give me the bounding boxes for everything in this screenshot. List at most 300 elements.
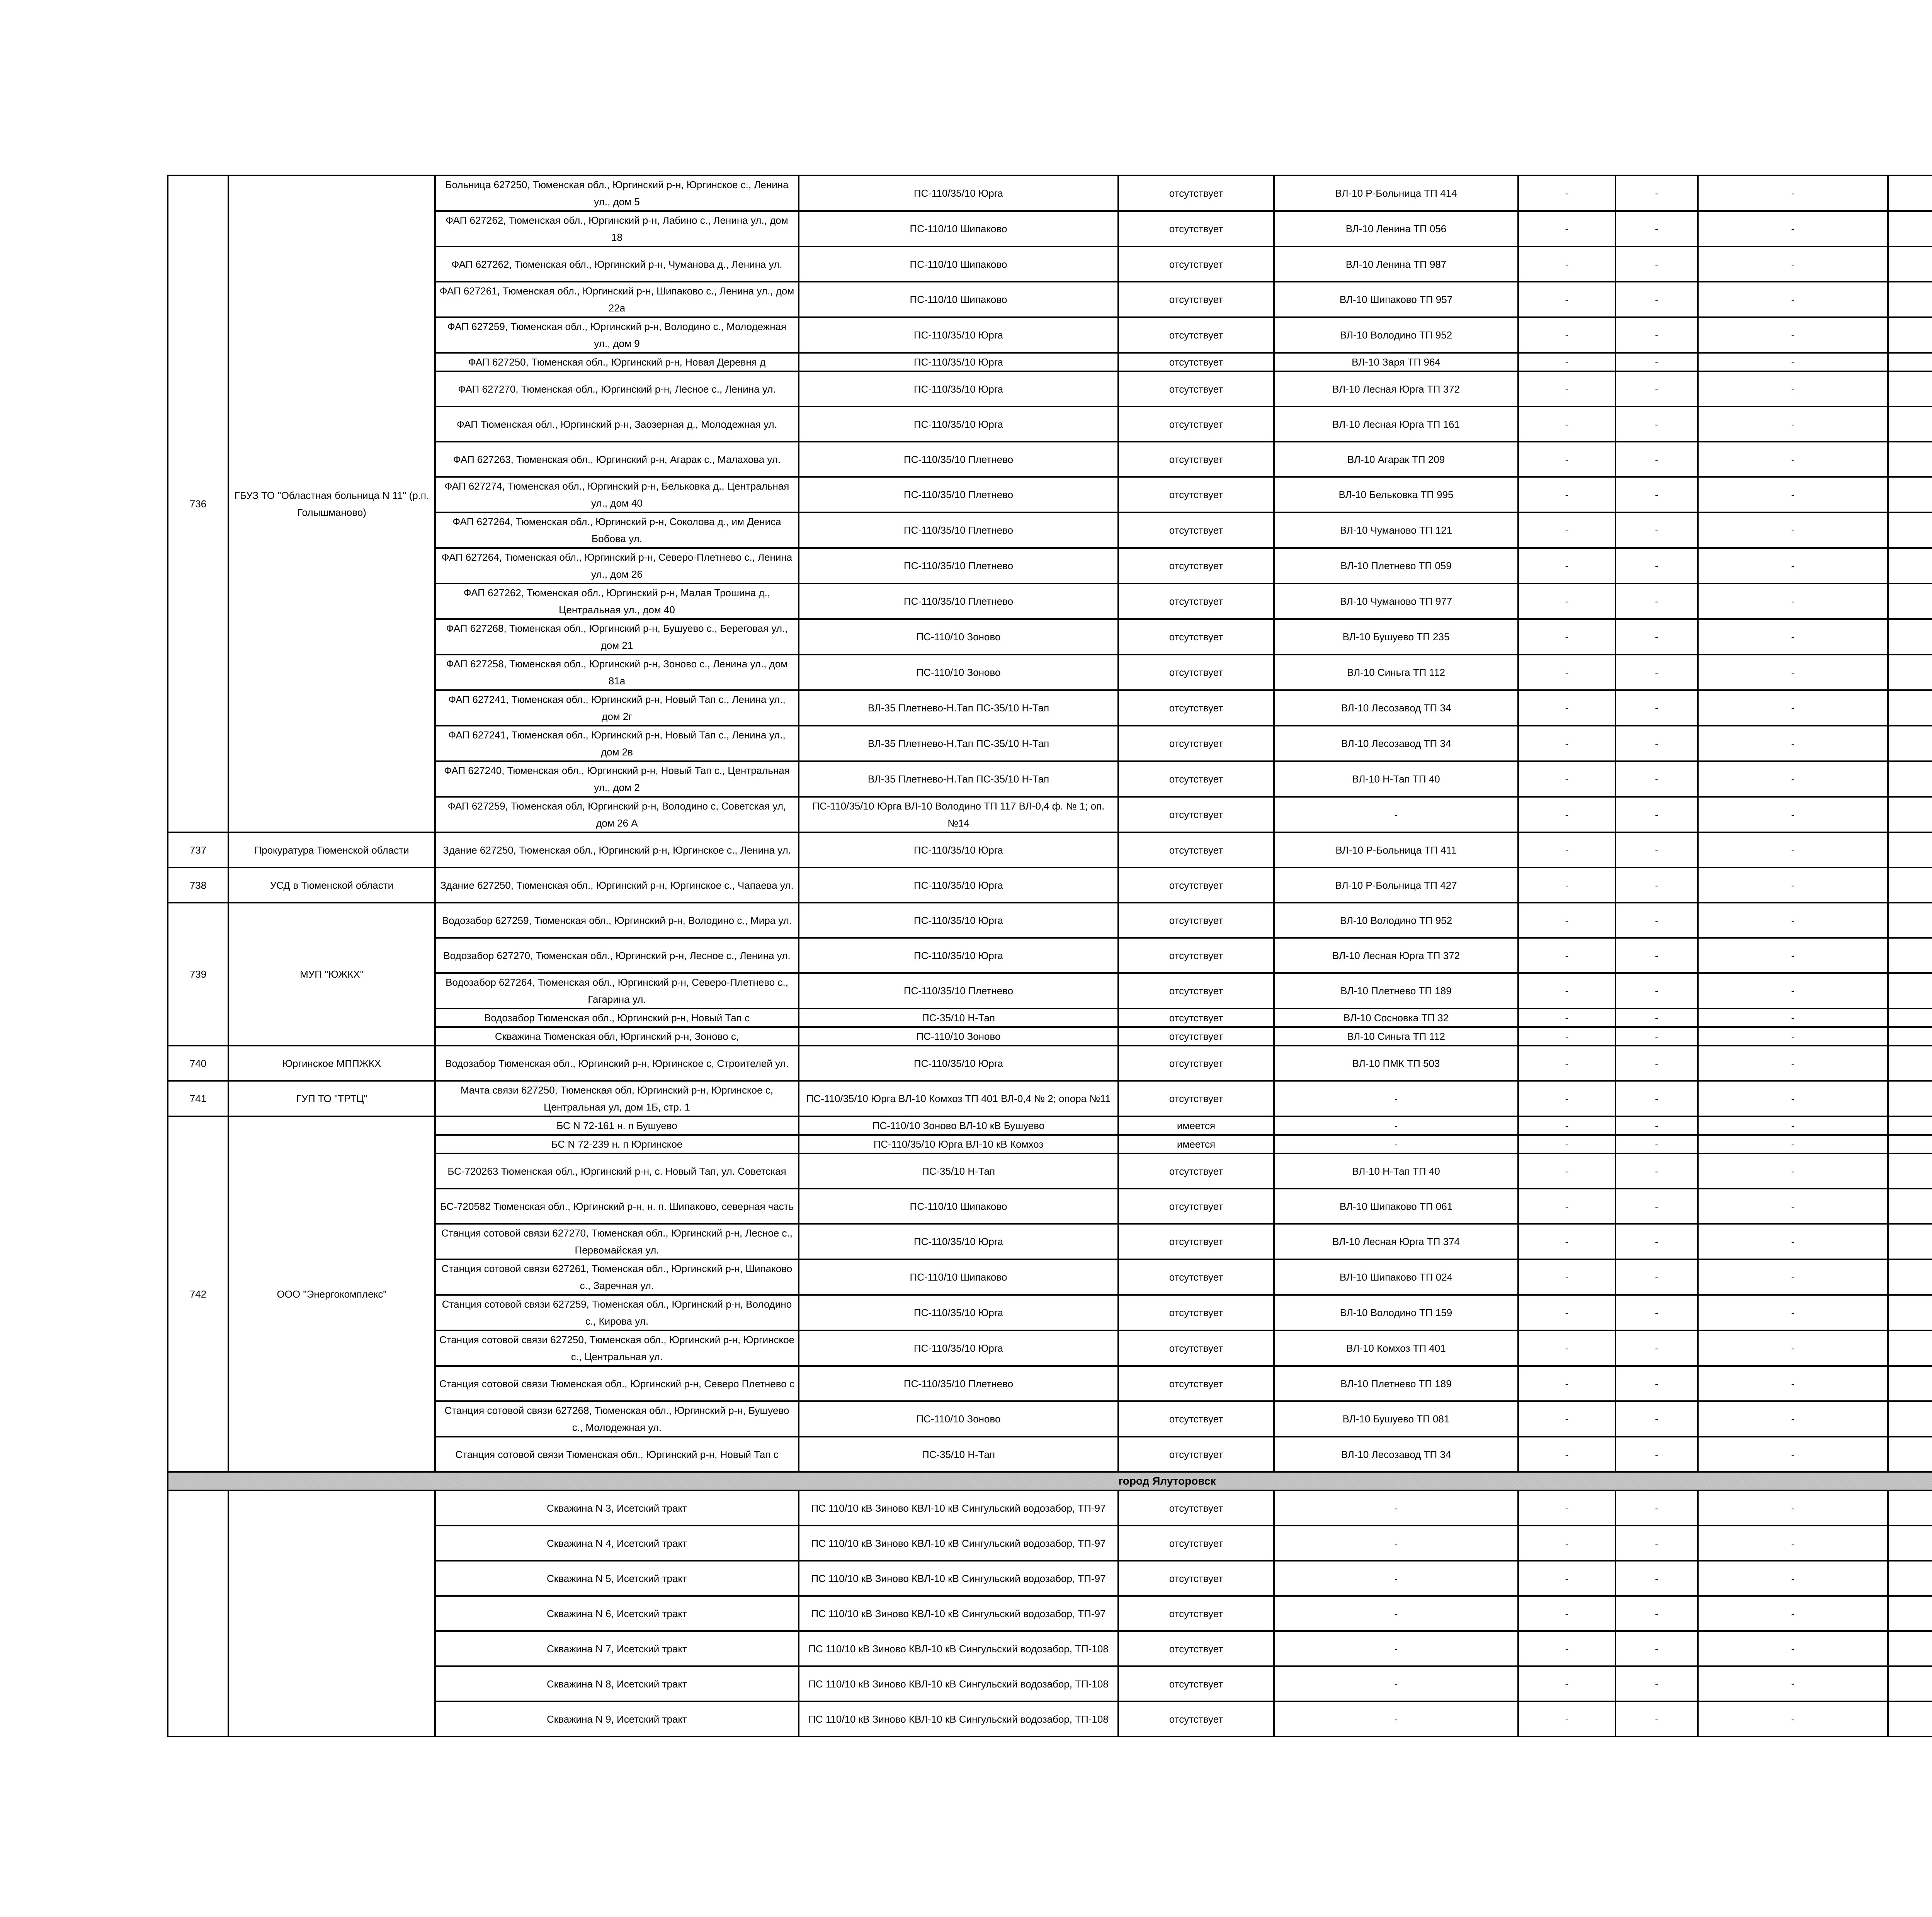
substation-cell: ПС-110/35/10 Юрга xyxy=(799,903,1118,938)
value-cell-1: - xyxy=(1518,548,1616,583)
value-cell-4 xyxy=(1888,655,1932,690)
line-cell: - xyxy=(1274,1631,1518,1666)
value-cell-4 xyxy=(1888,1330,1932,1366)
object-cell: Скважина N 6, Исетский тракт xyxy=(435,1596,799,1631)
object-cell: Станция сотовой связи 627270, Тюменская обл., Юргинский р-н, Лесное с., Первомайская ул. xyxy=(435,1224,799,1259)
object-cell: Мачта связи 627250, Тюменская обл, Юргинский р-н, Юргинское с, Центральная ул, дом 1Б, стр. 1 xyxy=(435,1081,799,1116)
substation-cell: ПС-110/35/10 Плетнево xyxy=(799,1366,1118,1401)
reserve-cell: отсутствует xyxy=(1118,1027,1274,1046)
reserve-cell: отсутствует xyxy=(1118,1295,1274,1330)
value-cell-3: - xyxy=(1698,1027,1888,1046)
value-cell-2: - xyxy=(1616,1561,1698,1596)
value-cell-1: - xyxy=(1518,1596,1616,1631)
group-number-cell xyxy=(168,1490,228,1737)
value-cell-2: - xyxy=(1616,619,1698,655)
value-cell-2: - xyxy=(1616,247,1698,282)
value-cell-3: - xyxy=(1698,282,1888,317)
value-cell-2: - xyxy=(1616,512,1698,548)
line-cell: ВЛ-10 Р-Больница ТП 427 xyxy=(1274,867,1518,903)
value-cell-3: - xyxy=(1698,1701,1888,1737)
reserve-cell: отсутствует xyxy=(1118,938,1274,973)
value-cell-2: - xyxy=(1616,903,1698,938)
value-cell-2: - xyxy=(1616,726,1698,761)
value-cell-3: - xyxy=(1698,726,1888,761)
line-cell: - xyxy=(1274,797,1518,832)
substation-cell: ПС-110/35/10 Юрга xyxy=(799,1046,1118,1081)
group-number-cell: 739 xyxy=(168,903,228,1046)
object-cell: Скважина N 5, Исетский тракт xyxy=(435,1561,799,1596)
object-cell: Скважина N 8, Исетский тракт xyxy=(435,1666,799,1701)
value-cell-3: - xyxy=(1698,1153,1888,1189)
value-cell-4 xyxy=(1888,1116,1932,1135)
value-cell-4 xyxy=(1888,548,1932,583)
value-cell-3: - xyxy=(1698,1135,1888,1153)
substation-cell: ПС-35/10 Н-Тап xyxy=(799,1437,1118,1472)
line-cell: ВЛ-10 Ленина ТП 987 xyxy=(1274,247,1518,282)
reserve-cell: отсутствует xyxy=(1118,1330,1274,1366)
substation-cell: ПС 110/10 кВ Зиново КВЛ-10 кВ Сингульский водозабор, ТП-108 xyxy=(799,1701,1118,1737)
value-cell-3: - xyxy=(1698,1631,1888,1666)
object-cell: Скважина Тюменская обл, Юргинский р-н, Зоново с, xyxy=(435,1027,799,1046)
reserve-cell: отсутствует xyxy=(1118,407,1274,442)
line-cell: - xyxy=(1274,1561,1518,1596)
object-cell: ФАП 627241, Тюменская обл., Юргинский р-н, Новый Тап с., Ленина ул., дом 2г xyxy=(435,690,799,726)
value-cell-1: - xyxy=(1518,1701,1616,1737)
section-title: город Ялуторовск xyxy=(168,1472,1932,1490)
object-cell: Станция сотовой связи 627261, Тюменская обл., Юргинский р-н, Шипаково с., Заречная ул. xyxy=(435,1259,799,1295)
organization-cell: Прокуратура Тюменской области xyxy=(228,832,435,867)
value-cell-4 xyxy=(1888,1259,1932,1295)
value-cell-1: - xyxy=(1518,1153,1616,1189)
value-cell-2: - xyxy=(1616,1116,1698,1135)
line-cell: - xyxy=(1274,1526,1518,1561)
organization-cell: УСД в Тюменской области xyxy=(228,867,435,903)
value-cell-1: - xyxy=(1518,973,1616,1009)
table-row xyxy=(168,1490,1932,1526)
value-cell-4 xyxy=(1888,1666,1932,1701)
value-cell-4 xyxy=(1888,1027,1932,1046)
value-cell-3: - xyxy=(1698,1401,1888,1437)
value-cell-4 xyxy=(1888,1490,1932,1526)
object-cell: БС-720582 Тюменская обл., Юргинский р-н, н. п. Шипаково, северная часть xyxy=(435,1189,799,1224)
reserve-cell: отсутствует xyxy=(1118,1189,1274,1224)
substation-cell: ПС-110/35/10 Юрга xyxy=(799,353,1118,371)
value-cell-2: - xyxy=(1616,1401,1698,1437)
value-cell-4 xyxy=(1888,690,1932,726)
organization-cell xyxy=(228,1490,435,1737)
value-cell-2: - xyxy=(1616,832,1698,867)
value-cell-1: - xyxy=(1518,903,1616,938)
group-number-cell: 740 xyxy=(168,1046,228,1081)
line-cell: - xyxy=(1274,1135,1518,1153)
line-cell: ВЛ-10 Агарак ТП 209 xyxy=(1274,442,1518,477)
reserve-cell: отсутствует xyxy=(1118,619,1274,655)
line-cell: ВЛ-10 Заря ТП 964 xyxy=(1274,353,1518,371)
value-cell-1: - xyxy=(1518,797,1616,832)
reserve-cell: отсутствует xyxy=(1118,1046,1274,1081)
substation-cell: ПС-110/10 Зоново xyxy=(799,1401,1118,1437)
substation-cell: ПС-110/35/10 Юрга xyxy=(799,867,1118,903)
reserve-cell: отсутствует xyxy=(1118,1561,1274,1596)
object-cell: ФАП 627270, Тюменская обл., Юргинский р-н, Лесное с., Ленина ул. xyxy=(435,371,799,407)
value-cell-1: - xyxy=(1518,317,1616,353)
value-cell-1: - xyxy=(1518,1561,1616,1596)
value-cell-4 xyxy=(1888,1366,1932,1401)
reserve-cell: отсутствует xyxy=(1118,317,1274,353)
reserve-cell: отсутствует xyxy=(1118,867,1274,903)
value-cell-4 xyxy=(1888,583,1932,619)
object-cell: ФАП 627262, Тюменская обл., Юргинский р-н, Малая Трошина д., Центральная ул., дом 40 xyxy=(435,583,799,619)
line-cell: ВЛ-10 Лесная Юрга ТП 374 xyxy=(1274,1224,1518,1259)
value-cell-1: - xyxy=(1518,1009,1616,1027)
substation-cell: ВЛ-35 Плетнево-Н.Тап ПС-35/10 Н-Тап xyxy=(799,690,1118,726)
value-cell-2: - xyxy=(1616,442,1698,477)
value-cell-4 xyxy=(1888,1046,1932,1081)
object-cell: Больница 627250, Тюменская обл., Юргинский р-н, Юргинское с., Ленина ул., дом 5 xyxy=(435,175,799,211)
substation-cell: ПС 110/10 кВ Зиново КВЛ-10 кВ Сингульский водозабор, ТП-108 xyxy=(799,1631,1118,1666)
line-cell: ВЛ-10 Лесная Юрга ТП 372 xyxy=(1274,938,1518,973)
value-cell-4 xyxy=(1888,619,1932,655)
value-cell-2: - xyxy=(1616,1330,1698,1366)
object-cell: Скважина N 9, Исетский тракт xyxy=(435,1701,799,1737)
table-row xyxy=(168,175,1932,211)
value-cell-3: - xyxy=(1698,867,1888,903)
line-cell: ВЛ-10 Лесная Юрга ТП 372 xyxy=(1274,371,1518,407)
line-cell: ВЛ-10 Синьга ТП 112 xyxy=(1274,655,1518,690)
substation-cell: ПС-110/35/10 Юрга xyxy=(799,1295,1118,1330)
value-cell-4 xyxy=(1888,973,1932,1009)
value-cell-1: - xyxy=(1518,619,1616,655)
substation-cell: ПС-110/35/10 Плетнево xyxy=(799,512,1118,548)
reserve-cell: имеется xyxy=(1118,1116,1274,1135)
group-number-cell: 738 xyxy=(168,867,228,903)
value-cell-4 xyxy=(1888,832,1932,867)
value-cell-3: - xyxy=(1698,1666,1888,1701)
value-cell-4 xyxy=(1888,1009,1932,1027)
value-cell-1: - xyxy=(1518,1295,1616,1330)
value-cell-1: - xyxy=(1518,1631,1616,1666)
object-cell: Водозабор 627259, Тюменская обл., Юргинский р-н, Володино с., Мира ул. xyxy=(435,903,799,938)
table-row xyxy=(168,1081,1932,1116)
value-cell-2: - xyxy=(1616,583,1698,619)
value-cell-4 xyxy=(1888,1135,1932,1153)
object-cell: Скважина N 4, Исетский тракт xyxy=(435,1526,799,1561)
table-row xyxy=(168,1116,1932,1135)
table-row xyxy=(168,832,1932,867)
value-cell-4 xyxy=(1888,211,1932,247)
reserve-cell: отсутствует xyxy=(1118,175,1274,211)
value-cell-3: - xyxy=(1698,1046,1888,1081)
reserve-cell: отсутствует xyxy=(1118,1366,1274,1401)
value-cell-3: - xyxy=(1698,1189,1888,1224)
value-cell-2: - xyxy=(1616,1259,1698,1295)
value-cell-4 xyxy=(1888,353,1932,371)
line-cell: ВЛ-10 Н-Тап ТП 40 xyxy=(1274,1153,1518,1189)
organization-cell: Юргинское МППЖКХ xyxy=(228,1046,435,1081)
value-cell-4 xyxy=(1888,512,1932,548)
object-cell: БС N 72-239 н. п Юргинское xyxy=(435,1135,799,1153)
object-cell: ФАП 627259, Тюменская обл, Юргинский р-н, Володино с, Советская ул, дом 26 А xyxy=(435,797,799,832)
object-cell: Здание 627250, Тюменская обл., Юргинский р-н, Юргинское с., Чапаева ул. xyxy=(435,867,799,903)
substation-cell: ПС-110/35/10 Юрга ВЛ-10 Комхоз ТП 401 ВЛ-0,4 № 2; опора №11 xyxy=(799,1081,1118,1116)
reserve-cell: отсутствует xyxy=(1118,211,1274,247)
table-row xyxy=(168,867,1932,903)
value-cell-3: - xyxy=(1698,211,1888,247)
value-cell-2: - xyxy=(1616,1046,1698,1081)
value-cell-1: - xyxy=(1518,175,1616,211)
value-cell-4 xyxy=(1888,1437,1932,1472)
object-cell: БС-720263 Тюменская обл., Юргинский р-н, с. Новый Тап, ул. Советская xyxy=(435,1153,799,1189)
value-cell-2: - xyxy=(1616,1009,1698,1027)
value-cell-2: - xyxy=(1616,548,1698,583)
value-cell-3: - xyxy=(1698,1081,1888,1116)
value-cell-1: - xyxy=(1518,1330,1616,1366)
reserve-cell: отсутствует xyxy=(1118,548,1274,583)
value-cell-2: - xyxy=(1616,1081,1698,1116)
value-cell-1: - xyxy=(1518,690,1616,726)
reserve-cell: отсутствует xyxy=(1118,1596,1274,1631)
value-cell-1: - xyxy=(1518,583,1616,619)
value-cell-2: - xyxy=(1616,938,1698,973)
value-cell-1: - xyxy=(1518,726,1616,761)
value-cell-2: - xyxy=(1616,1027,1698,1046)
value-cell-3: - xyxy=(1698,353,1888,371)
value-cell-2: - xyxy=(1616,1526,1698,1561)
value-cell-2: - xyxy=(1616,1295,1698,1330)
value-cell-2: - xyxy=(1616,407,1698,442)
value-cell-1: - xyxy=(1518,867,1616,903)
value-cell-2: - xyxy=(1616,175,1698,211)
value-cell-2: - xyxy=(1616,1437,1698,1472)
reserve-cell: отсутствует xyxy=(1118,1081,1274,1116)
object-cell: Скважина N 7, Исетский тракт xyxy=(435,1631,799,1666)
substation-cell: ПС-110/35/10 Юрга xyxy=(799,371,1118,407)
substation-cell: ПС-110/35/10 Юрга xyxy=(799,407,1118,442)
object-cell: ФАП 627264, Тюменская обл., Юргинский р-н, Северо-Плетнево с., Ленина ул., дом 26 xyxy=(435,548,799,583)
value-cell-2: - xyxy=(1616,1366,1698,1401)
line-cell: ВЛ-10 Бушуево ТП 081 xyxy=(1274,1401,1518,1437)
line-cell: ВЛ-10 Плетнево ТП 059 xyxy=(1274,548,1518,583)
value-cell-3: - xyxy=(1698,797,1888,832)
value-cell-3: - xyxy=(1698,619,1888,655)
value-cell-4 xyxy=(1888,407,1932,442)
reserve-cell: отсутствует xyxy=(1118,1224,1274,1259)
reserve-cell: отсутствует xyxy=(1118,1437,1274,1472)
value-cell-2: - xyxy=(1616,1135,1698,1153)
object-cell: Станция сотовой связи 627259, Тюменская обл., Юргинский р-н, Володино с., Кирова ул. xyxy=(435,1295,799,1330)
substation-cell: ПС-35/10 Н-Тап xyxy=(799,1153,1118,1189)
value-cell-4 xyxy=(1888,175,1932,211)
line-cell: ВЛ-10 Лесная Юрга ТП 161 xyxy=(1274,407,1518,442)
object-cell: ФАП 627241, Тюменская обл., Юргинский р-н, Новый Тап с., Ленина ул., дом 2в xyxy=(435,726,799,761)
value-cell-1: - xyxy=(1518,1366,1616,1401)
line-cell: ВЛ-10 Р-Больница ТП 411 xyxy=(1274,832,1518,867)
line-cell: ВЛ-10 Лесозавод ТП 34 xyxy=(1274,1437,1518,1472)
line-cell: - xyxy=(1274,1596,1518,1631)
value-cell-1: - xyxy=(1518,247,1616,282)
value-cell-2: - xyxy=(1616,797,1698,832)
line-cell: - xyxy=(1274,1081,1518,1116)
value-cell-4 xyxy=(1888,247,1932,282)
substation-cell: ВЛ-35 Плетнево-Н.Тап ПС-35/10 Н-Тап xyxy=(799,726,1118,761)
value-cell-2: - xyxy=(1616,477,1698,512)
reserve-cell: отсутствует xyxy=(1118,655,1274,690)
object-cell: Водозабор 627270, Тюменская обл., Юргинский р-н, Лесное с., Ленина ул. xyxy=(435,938,799,973)
value-cell-4 xyxy=(1888,1401,1932,1437)
value-cell-1: - xyxy=(1518,442,1616,477)
value-cell-3: - xyxy=(1698,477,1888,512)
value-cell-2: - xyxy=(1616,211,1698,247)
value-cell-3: - xyxy=(1698,512,1888,548)
value-cell-1: - xyxy=(1518,211,1616,247)
substation-cell: ПС-110/10 Шипаково xyxy=(799,211,1118,247)
substation-cell: ПС-110/35/10 Плетнево xyxy=(799,548,1118,583)
table-body xyxy=(168,175,1932,1737)
reserve-cell: отсутствует xyxy=(1118,1259,1274,1295)
line-cell: ВЛ-10 Бельковка ТП 995 xyxy=(1274,477,1518,512)
substation-cell: ПС-110/35/10 Юрга xyxy=(799,317,1118,353)
value-cell-3: - xyxy=(1698,938,1888,973)
value-cell-3: - xyxy=(1698,1526,1888,1561)
object-cell: ФАП 627258, Тюменская обл., Юргинский р-н, Зоново с., Ленина ул., дом 81а xyxy=(435,655,799,690)
line-cell: ВЛ-10 Комхоз ТП 401 xyxy=(1274,1330,1518,1366)
value-cell-1: - xyxy=(1518,1224,1616,1259)
reserve-cell: отсутствует xyxy=(1118,371,1274,407)
organization-cell: ГБУЗ ТО "Областная больница N 11" (р.п. Голышманово) xyxy=(228,175,435,832)
value-cell-3: - xyxy=(1698,583,1888,619)
value-cell-3: - xyxy=(1698,832,1888,867)
value-cell-2: - xyxy=(1616,1224,1698,1259)
value-cell-4 xyxy=(1888,282,1932,317)
line-cell: ВЛ-10 Плетнево ТП 189 xyxy=(1274,1366,1518,1401)
substation-cell: ПС-110/35/10 Юрга xyxy=(799,1224,1118,1259)
value-cell-3: - xyxy=(1698,1259,1888,1295)
data-table xyxy=(167,175,1932,1737)
value-cell-4 xyxy=(1888,1153,1932,1189)
substation-cell: ПС-110/10 Зоново xyxy=(799,619,1118,655)
substation-cell: ВЛ-35 Плетнево-Н.Тап ПС-35/10 Н-Тап xyxy=(799,761,1118,797)
value-cell-3: - xyxy=(1698,317,1888,353)
value-cell-4 xyxy=(1888,371,1932,407)
object-cell: ФАП 627259, Тюменская обл., Юргинский р-н, Володино с., Молодежная ул., дом 9 xyxy=(435,317,799,353)
value-cell-3: - xyxy=(1698,442,1888,477)
value-cell-3: - xyxy=(1698,1295,1888,1330)
value-cell-1: - xyxy=(1518,1526,1616,1561)
value-cell-2: - xyxy=(1616,1153,1698,1189)
substation-cell: ПС-110/35/10 Юрга xyxy=(799,1330,1118,1366)
reserve-cell: отсутствует xyxy=(1118,353,1274,371)
line-cell: ВЛ-10 Шипаково ТП 957 xyxy=(1274,282,1518,317)
value-cell-4 xyxy=(1888,1295,1932,1330)
organization-cell: ООО "Энергокомплекс" xyxy=(228,1116,435,1472)
value-cell-4 xyxy=(1888,903,1932,938)
value-cell-1: - xyxy=(1518,1401,1616,1437)
value-cell-3: - xyxy=(1698,1330,1888,1366)
value-cell-1: - xyxy=(1518,371,1616,407)
reserve-cell: отсутствует xyxy=(1118,1153,1274,1189)
line-cell: ВЛ-10 Чуманово ТП 977 xyxy=(1274,583,1518,619)
reserve-cell: отсутствует xyxy=(1118,903,1274,938)
reserve-cell: отсутствует xyxy=(1118,1526,1274,1561)
reserve-cell: отсутствует xyxy=(1118,583,1274,619)
substation-cell: ПС-110/35/10 Плетнево xyxy=(799,442,1118,477)
value-cell-4 xyxy=(1888,1189,1932,1224)
value-cell-2: - xyxy=(1616,761,1698,797)
value-cell-3: - xyxy=(1698,655,1888,690)
value-cell-2: - xyxy=(1616,1631,1698,1666)
object-cell: Станция сотовой связи Тюменская обл., Юргинский р-н, Новый Тап с xyxy=(435,1437,799,1472)
value-cell-2: - xyxy=(1616,371,1698,407)
substation-cell: ПС-110/35/10 Плетнево xyxy=(799,583,1118,619)
substation-cell: ПС-110/10 Шипаково xyxy=(799,282,1118,317)
reserve-cell: отсутствует xyxy=(1118,282,1274,317)
substation-cell: ПС-110/10 Зоново ВЛ-10 кВ Бушуево xyxy=(799,1116,1118,1135)
object-cell: ФАП 627268, Тюменская обл., Юргинский р-н, Бушуево с., Береговая ул., дом 21 xyxy=(435,619,799,655)
value-cell-3: - xyxy=(1698,407,1888,442)
value-cell-3: - xyxy=(1698,371,1888,407)
reserve-cell: отсутствует xyxy=(1118,832,1274,867)
object-cell: БС N 72-161 н. п Бушуево xyxy=(435,1116,799,1135)
value-cell-2: - xyxy=(1616,317,1698,353)
reserve-cell: отсутствует xyxy=(1118,512,1274,548)
object-cell: Водозабор Тюменская обл., Юргинский р-н, Новый Тап с xyxy=(435,1009,799,1027)
object-cell: ФАП 627263, Тюменская обл., Юргинский р-н, Агарак с., Малахова ул. xyxy=(435,442,799,477)
line-cell: ВЛ-10 Н-Тап ТП 40 xyxy=(1274,761,1518,797)
value-cell-3: - xyxy=(1698,1437,1888,1472)
value-cell-4 xyxy=(1888,797,1932,832)
value-cell-4 xyxy=(1888,1631,1932,1666)
reserve-cell: отсутствует xyxy=(1118,442,1274,477)
line-cell: - xyxy=(1274,1666,1518,1701)
line-cell: ВЛ-10 Лесозавод ТП 34 xyxy=(1274,726,1518,761)
value-cell-4 xyxy=(1888,442,1932,477)
object-cell: Станция сотовой связи Тюменская обл., Юргинский р-н, Северо Плетнево с xyxy=(435,1366,799,1401)
substation-cell: ПС-110/35/10 Юрга xyxy=(799,175,1118,211)
value-cell-3: - xyxy=(1698,761,1888,797)
object-cell: Станция сотовой связи 627250, Тюменская обл., Юргинский р-н, Юргинское с., Центральная ул. xyxy=(435,1330,799,1366)
reserve-cell: отсутствует xyxy=(1118,690,1274,726)
substation-cell: ПС-35/10 Н-Тап xyxy=(799,1009,1118,1027)
table-row xyxy=(168,1046,1932,1081)
value-cell-3: - xyxy=(1698,1366,1888,1401)
value-cell-3: - xyxy=(1698,175,1888,211)
line-cell: ВЛ-10 Сосновка ТП 32 xyxy=(1274,1009,1518,1027)
table-row xyxy=(168,903,1932,938)
value-cell-1: - xyxy=(1518,1116,1616,1135)
value-cell-2: - xyxy=(1616,655,1698,690)
value-cell-3: - xyxy=(1698,973,1888,1009)
substation-cell: ПС-110/10 Зоново xyxy=(799,1027,1118,1046)
value-cell-2: - xyxy=(1616,867,1698,903)
substation-cell: ПС 110/10 кВ Зиново КВЛ-10 кВ Сингульский водозабор, ТП-97 xyxy=(799,1596,1118,1631)
value-cell-1: - xyxy=(1518,761,1616,797)
value-cell-3: - xyxy=(1698,690,1888,726)
value-cell-4 xyxy=(1888,867,1932,903)
line-cell: - xyxy=(1274,1116,1518,1135)
value-cell-1: - xyxy=(1518,832,1616,867)
reserve-cell: отсутствует xyxy=(1118,1401,1274,1437)
value-cell-3: - xyxy=(1698,1596,1888,1631)
object-cell: Здание 627250, Тюменская обл., Юргинский р-н, Юргинское с., Ленина ул. xyxy=(435,832,799,867)
object-cell: Станция сотовой связи 627268, Тюменская обл., Юргинский р-н, Бушуево с., Молодежная ул. xyxy=(435,1401,799,1437)
line-cell: ВЛ-10 Володино ТП 952 xyxy=(1274,903,1518,938)
value-cell-4 xyxy=(1888,938,1932,973)
value-cell-1: - xyxy=(1518,1666,1616,1701)
line-cell: ВЛ-10 Володино ТП 159 xyxy=(1274,1295,1518,1330)
line-cell: ВЛ-10 Шипаково ТП 061 xyxy=(1274,1189,1518,1224)
value-cell-4 xyxy=(1888,1081,1932,1116)
reserve-cell: отсутствует xyxy=(1118,477,1274,512)
